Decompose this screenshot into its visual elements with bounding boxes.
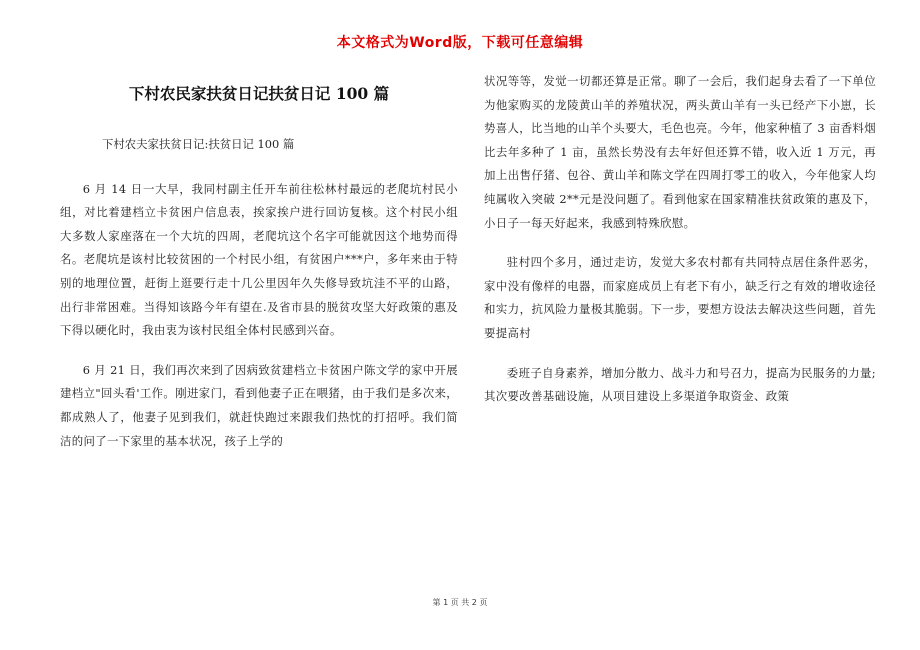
paragraph-four-months: 驻村四个多月，通过走访，发觉大多农村都有共同特点居住条件恶劣，家中没有像样的电器，而家庭成员上有老下有小，缺乏行之有效的增收途径和实力，抗风险力量极其脆弱。下一步，要想方设法去解决这些问题，首先要提高村 [484,255,876,340]
paragraph-june-14: 6 月 14 日一大早，我同村副主任开车前往松林村最远的老爬坑村民小组，对比着建档立卡贫困户信息表，挨家挨户进行回访复核。这个村民小组大多数人家座落在一个大坑的四周，老爬坑这个名字可能就因这个地势而得名。老爬坑是该村比较贫困的一个村民小组，有贫困户***户，多年来由于特别的地理位置，赶街上逛要行走十几公里因年久失修导致坑洼不平的山路，出行非常困难。当得知该路今年有望在.及省市县的脱贫攻坚大好政策的惠及下得以硬化时，我由衷为该村民组全体村民感到兴奋。 [60,181,458,338]
word-format-banner: 本文格式为Word版，下载可任意编辑 [336,35,584,51]
document-title: 下村农民家扶贫日记扶贫日记 100 篇 [128,84,390,103]
document-subtitle: 下村农夫家扶贫日记:扶贫日记 100 篇 [102,137,295,151]
right-column [484,70,876,425]
paragraph-village-committee: 委班子自身素养，增加分散力、战斗力和号召力，提高为民服务的力量;其次要改善基础设施，从项目建设上多渠道争取资金、政策 [484,365,876,404]
left-column [60,70,458,469]
paragraph-june-21: 6 月 21 日，我们再次来到了因病致贫建档立卡贫困户陈文学的家中开展建档立"回头看'工作。刚进家门，看到他妻子正在喂猪，由于我们是多次来，都成熟人了，他妻子见到我们，就赶快跑过来跟我们热忱的打招呼。我们简洁的问了一下家里的基本状况，孩子上学的 [60,362,458,448]
paragraph-continuation: 状况等等，发觉一切都还算是正常。聊了一会后，我们起身去看了一下单位为他家购买的龙陵黄山羊的养殖状况，两头黄山羊有一头已经产下小崽，长势喜人，比当地的山羊个头要大，毛色也亮。今年，他家种植了 3 亩香料烟比去年多种了 1 亩，虽然长势没有去年好但还算不错，收入近 1 万元，再加上出售仔猪、包谷、黄山羊和陈文学在四周打零工的收入，今年他家人均纯属收入突破 2**元是没问题了。看到他家在国家精准扶贫政策的惠及下，小日子一每天好起来，我感到特殊欣慰。 [484,74,876,230]
page-footer: 第 1 页 共 2 页 [432,598,488,607]
